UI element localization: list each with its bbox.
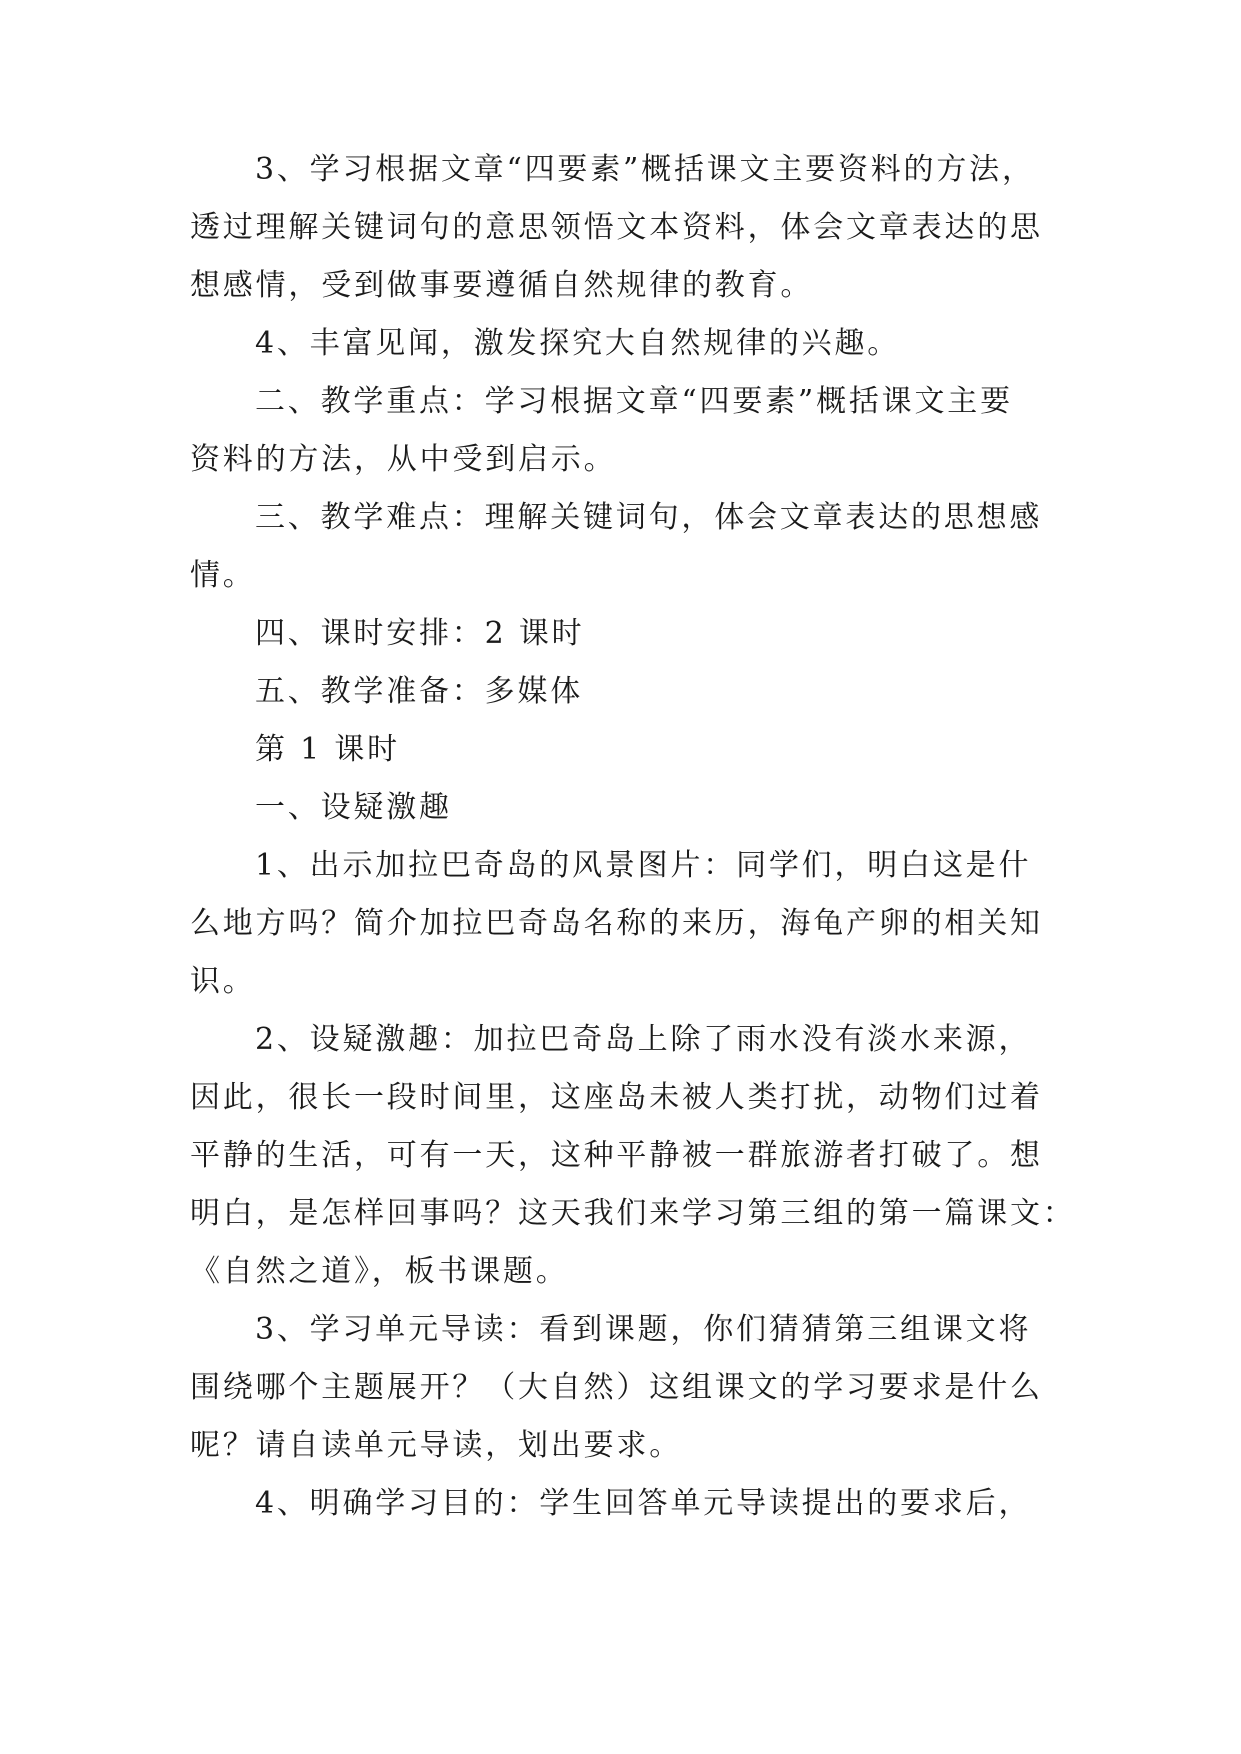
paragraph-line: 一、设疑激趣 xyxy=(255,790,452,825)
paragraph-line: 透过理解关键词句的意思领悟文本资料，体会文章表达的思 xyxy=(190,210,1043,245)
paragraph-line: 四、课时安排：2 课时 xyxy=(255,616,585,651)
paragraph-line: 4、丰富见闻，激发探究大自然规律的兴趣。 xyxy=(255,326,901,361)
paragraph-line: 第 1 课时 xyxy=(255,732,400,767)
paragraph-line: 想感情，受到做事要遵循自然规律的教育。 xyxy=(190,268,814,303)
paragraph-line: 《自然之道》，板书课题。 xyxy=(190,1254,569,1289)
paragraph-line: 明白，是怎样回事吗？这天我们来学习第三组的第一篇课文： xyxy=(190,1196,1076,1231)
paragraph-line: 资料的方法，从中受到启示。 xyxy=(190,442,617,477)
paragraph-line: 围绕哪个主题展开？（大自然）这组课文的学习要求是什么 xyxy=(190,1370,1043,1405)
paragraph-line: 二、教学重点：学习根据文章“四要素”概括课文主要 xyxy=(255,384,1013,419)
paragraph-line: 3、学习单元导读：看到课题，你们猜猜第三组课文将 xyxy=(255,1312,1032,1347)
paragraph-line: 五、教学准备：多媒体 xyxy=(255,674,583,709)
paragraph-line: 3、学习根据文章“四要素”概括课文主要资料的方法， xyxy=(255,152,1035,187)
paragraph-line: 平静的生活，可有一天，这种平静被一群旅游者打破了。想 xyxy=(190,1138,1043,1173)
paragraph-line: 1、出示加拉巴奇岛的风景图片：同学们，明白这是什 xyxy=(255,848,1032,883)
paragraph-line: 么地方吗？简介加拉巴奇岛名称的来历，海龟产卵的相关知 xyxy=(190,906,1043,941)
paragraph-line: 情。 xyxy=(190,558,256,593)
paragraph-line: 2、设疑激趣：加拉巴奇岛上除了雨水没有淡水来源， xyxy=(255,1022,1032,1057)
paragraph-line: 三、教学难点：理解关键词句，体会文章表达的思想感 xyxy=(255,500,1043,535)
paragraph-line: 4、明确学习目的：学生回答单元导读提出的要求后， xyxy=(255,1486,1032,1521)
paragraph-line: 识。 xyxy=(190,964,256,999)
paragraph-line: 因此，很长一段时间里，这座岛未被人类打扰，动物们过着 xyxy=(190,1080,1043,1115)
paragraph-line: 呢？请自读单元导读，划出要求。 xyxy=(190,1428,682,1463)
